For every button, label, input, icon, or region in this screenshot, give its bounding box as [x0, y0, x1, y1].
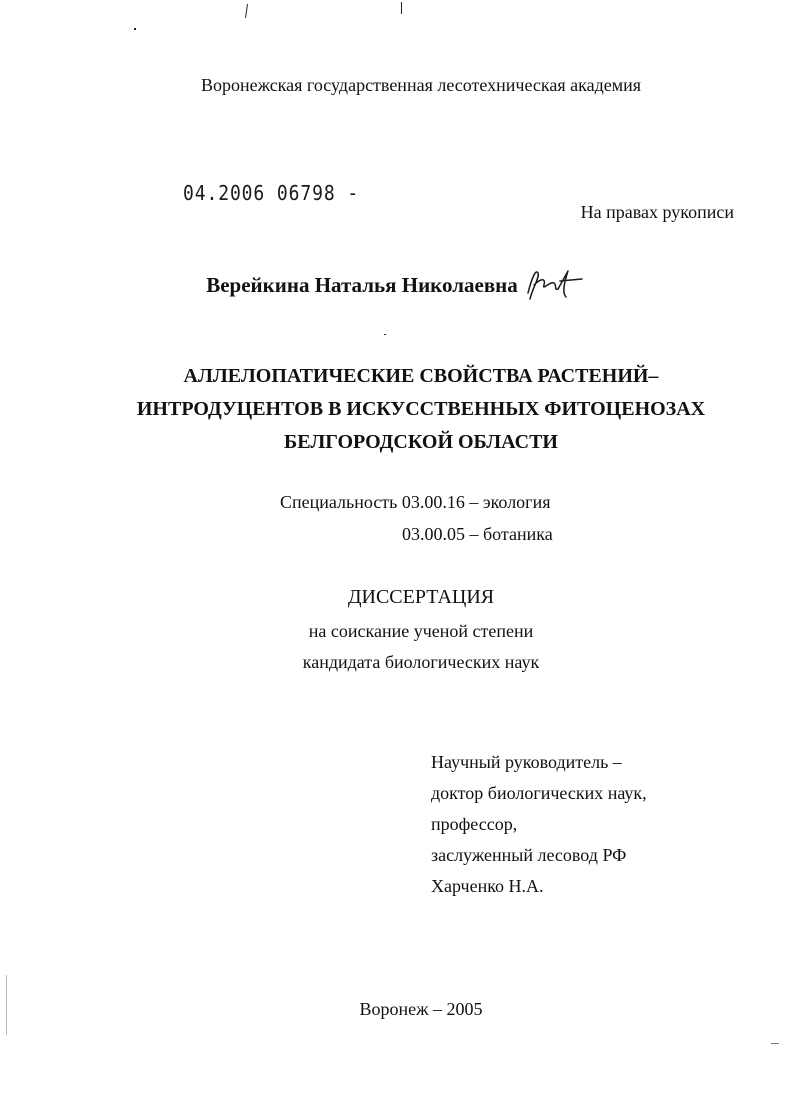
advisor-block	[431, 747, 647, 902]
title-line-2: ИНТРОДУЦЕНТОВ В ИСКУССТВЕННЫХ ФИТОЦЕНОЗАХ	[136, 398, 706, 420]
registration-stamp: 04.2006 06798 -	[183, 181, 360, 205]
institution-name: Воронежская государственная лесотехническая академия	[200, 75, 642, 95]
scan-mark	[771, 1043, 779, 1044]
city-year: Воронеж – 2005	[359, 999, 483, 1019]
dissertation-title	[0, 360, 792, 459]
author-name: Верейкина Наталья Николаевна	[206, 273, 518, 297]
advisor-line-3: профессор,	[431, 814, 518, 834]
scan-mark	[245, 4, 248, 18]
specialty-ecology: Специальность 03.00.16 – экология	[280, 492, 551, 512]
degree-line-1: на соискание ученой степени	[308, 621, 534, 641]
advisor-line-4: заслуженный лесовод РФ	[431, 845, 627, 865]
signature-icon	[524, 263, 586, 308]
scan-mark	[134, 28, 136, 30]
author-line	[0, 263, 792, 308]
scan-mark	[384, 334, 386, 335]
document-type: ДИССЕРТАЦИЯ	[347, 586, 495, 608]
degree-line-2: кандидата биологических наук	[302, 652, 540, 672]
title-line-3: БЕЛГОРОДСКОЙ ОБЛАСТИ	[284, 431, 558, 453]
specialty-botany: 03.00.05 – ботаника	[402, 524, 553, 544]
advisor-line-5: Харченко Н.А.	[431, 876, 544, 896]
title-line-1: АЛЛЕЛОПАТИЧЕСКИЕ СВОЙСТВА РАСТЕНИЙ–	[183, 365, 659, 387]
scan-mark	[401, 2, 402, 14]
advisor-line-2: доктор биологических наук,	[431, 783, 647, 803]
advisor-line-1: Научный руководитель –	[431, 752, 622, 772]
rights-note: На правах рукописи	[580, 202, 734, 222]
